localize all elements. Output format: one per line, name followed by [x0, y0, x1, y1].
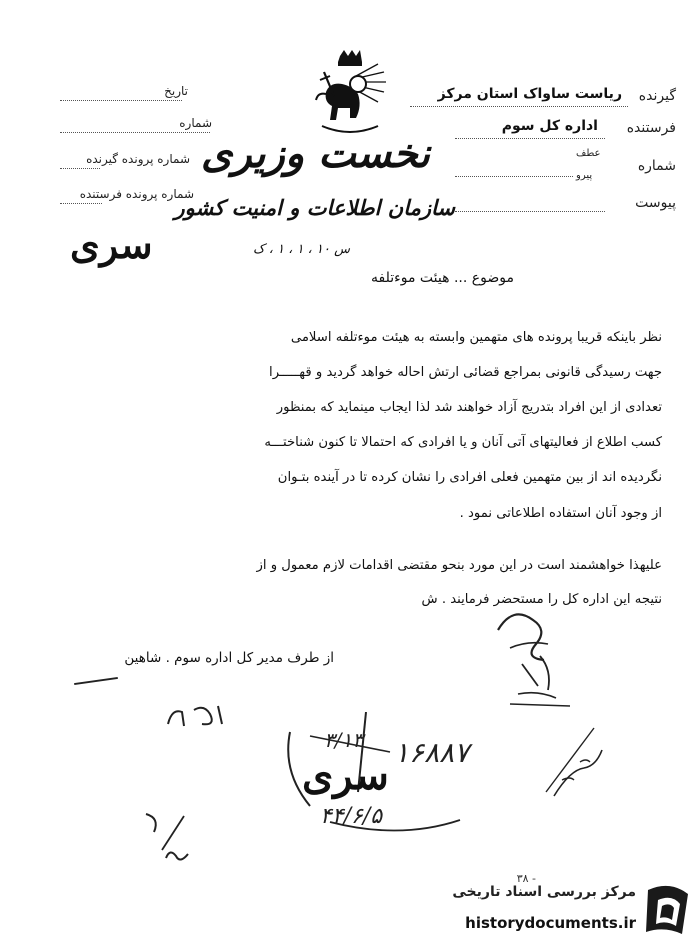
- archive-watermark: [404, 872, 696, 948]
- stamp-classification: سری: [302, 752, 389, 799]
- handwritten-initials: [160, 700, 230, 734]
- number-label-right: شماره: [637, 158, 676, 174]
- signoff-underline: [74, 677, 118, 685]
- attachment-line: [455, 211, 605, 212]
- archive-logo: [642, 882, 692, 940]
- body-line: نظر باینکه قریبا پرونده های متهمین وابسته به هیئت موءتلفه اسلامی: [290, 330, 662, 345]
- subject-line: موضوع ... هیئت موءتلفه: [371, 270, 514, 286]
- side-annotation: [540, 710, 620, 800]
- organization-name: سازمان اطلاعات و امنیت کشور: [174, 195, 455, 220]
- signoff: از طرف مدیر کل اداره سوم . شاهین: [124, 650, 334, 666]
- registration-stamp: [270, 712, 525, 842]
- sender-value: اداره کل سوم: [501, 118, 598, 134]
- number-line-right: [455, 176, 573, 177]
- recipient-file-line: [60, 168, 100, 169]
- follow-sublabel: پیرو: [576, 170, 593, 181]
- archive-url[interactable]: historydocuments.ir: [465, 914, 636, 932]
- recipient-line: [410, 106, 628, 107]
- crest-title: نخست وزیری: [201, 130, 430, 177]
- sender-file-label: شماره پرونده فرستنده: [79, 187, 194, 201]
- subject-value: هیئت موءتلفه: [371, 270, 450, 286]
- number-label-left: شماره: [179, 116, 212, 130]
- date-label: تاریخ: [164, 84, 188, 98]
- stamp-date: ۴۴/۶/۵: [320, 804, 383, 829]
- body-line: از وجود آنان استفاده اطلاعاتی نمود .: [459, 506, 662, 521]
- stamp-mark-left: ٣/١٣: [324, 728, 363, 752]
- ref-sublabel: عطف: [576, 148, 601, 159]
- recipient-file-label: شماره پرونده گیرنده: [86, 152, 190, 166]
- attachment-label: پیوست: [635, 195, 676, 211]
- subject-label: موضوع: [471, 270, 514, 286]
- sender-label: فرستنده: [626, 120, 676, 136]
- sender-line: [455, 138, 605, 139]
- stamp-number: ۱۶۸۸۷: [394, 736, 470, 769]
- archive-center-name: مرکز بررسی اسناد تاریخی: [452, 884, 636, 900]
- footer-page-mark: ۳۸ -: [516, 872, 536, 885]
- body-line: تعدادی از این افراد بتدریج آزاد خواهند شد لذا ایجاب مینماید که بمنظور: [276, 400, 662, 415]
- handwritten-signature: [478, 600, 598, 720]
- date-line: [60, 100, 182, 101]
- body-line: نگردیده اند از بین متهمین فعلی افرادی را نشان کرده تا در آینده بتـوان: [277, 470, 662, 485]
- body-line: کسب اطلاع از فعالیتهای آتی آنان و یا افرادی که احتمالا تا کنون شناختـــه: [264, 435, 662, 450]
- reference-code: س ۱۰ ، ۱ ، ۱ ، ک: [253, 242, 350, 257]
- number-line-left: [60, 132, 210, 133]
- request-line: علیهذا خواهشمند است در این مورد بنحو مقتضی اقدامات لازم معمول و از: [256, 558, 662, 573]
- recipient-value: ریاست ساواک استان مرکز: [437, 86, 622, 102]
- handwritten-fraction: [140, 810, 210, 870]
- body-line: جهت رسیدگی قانونی بمراجع قضائی ارتش احاله خواهد گردید و قهـــــرا: [269, 365, 662, 380]
- request-line: نتیجه این اداره کل را مستحضر فرمایند . ش: [421, 592, 662, 607]
- sender-file-line: [60, 203, 102, 204]
- recipient-label: گیرنده: [638, 88, 676, 104]
- classification-stamp: سری: [70, 222, 153, 267]
